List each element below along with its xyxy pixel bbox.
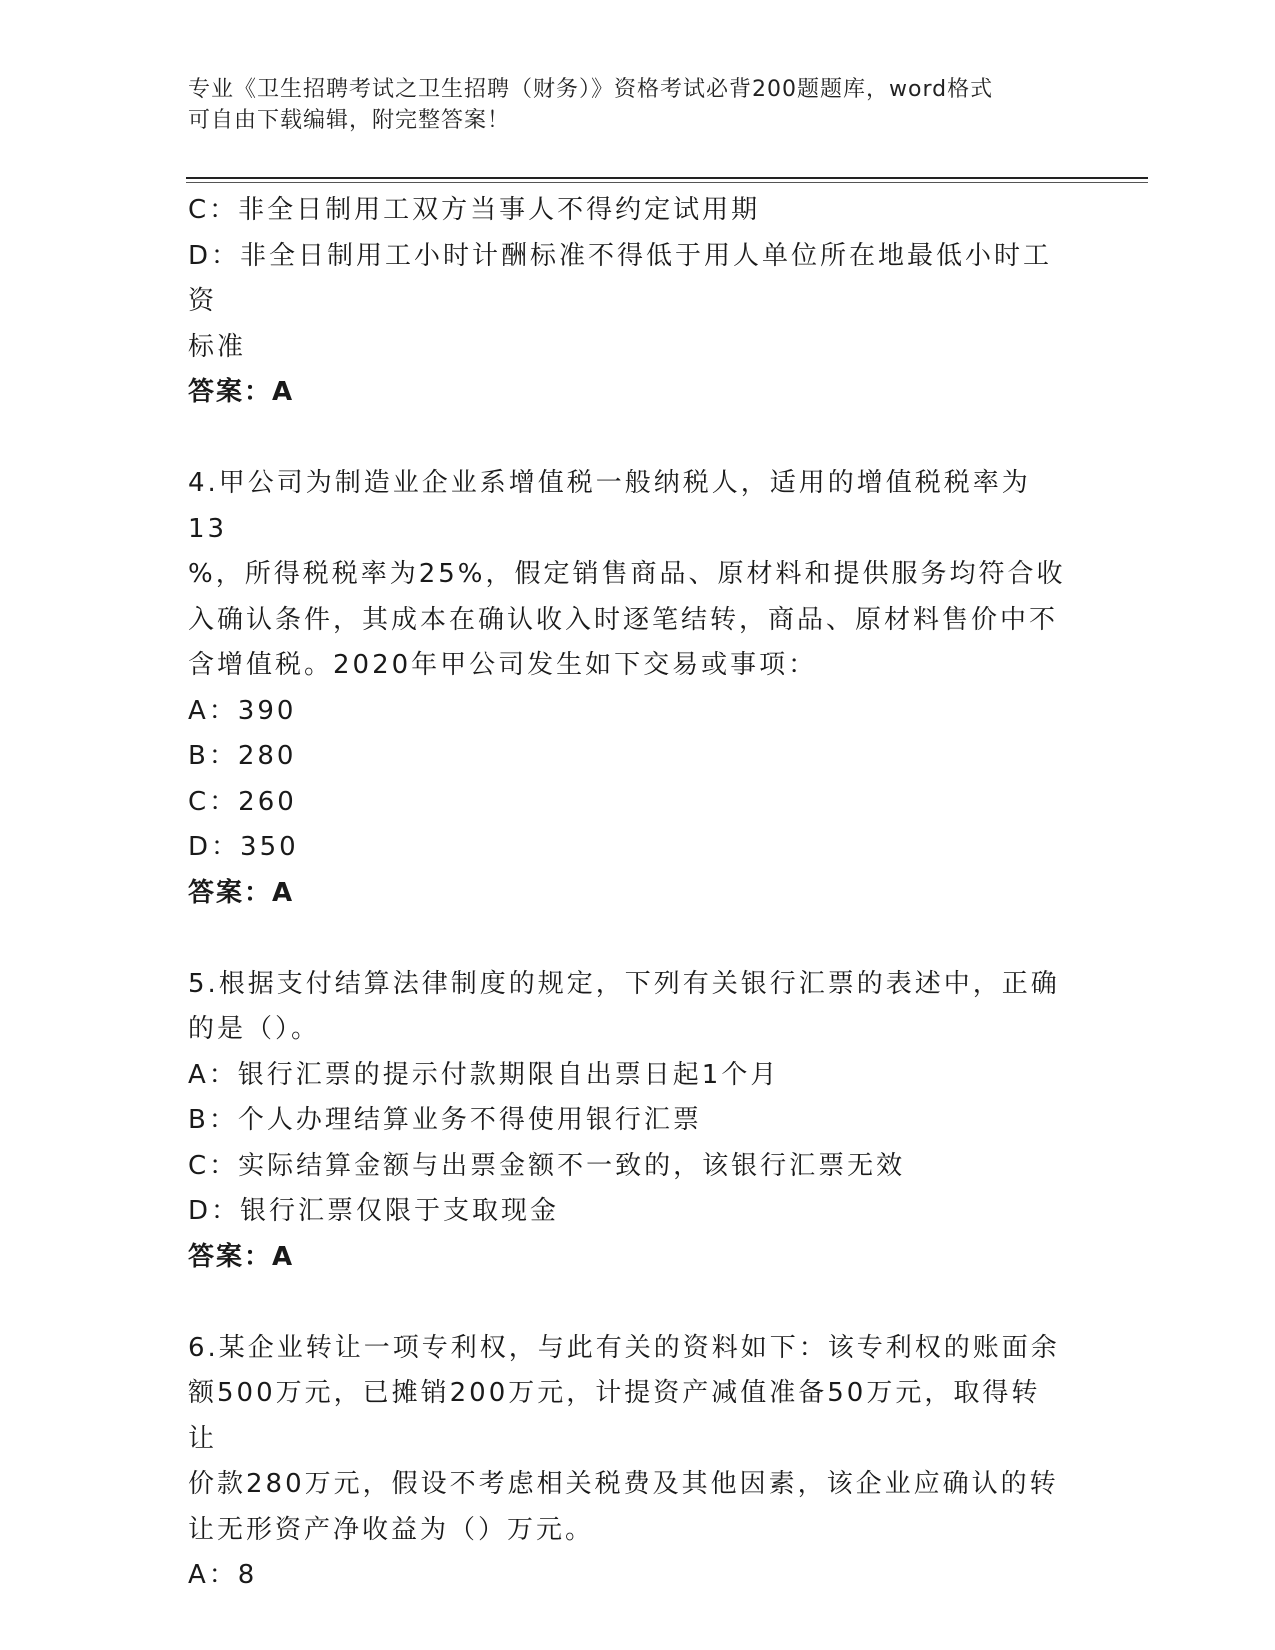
q5-option-c: C：实际结算金额与出票金额不一致的，该银行汇票无效: [188, 1150, 906, 1181]
q5-option-a: A：银行汇票的提示付款期限自出票日起1个月: [188, 1059, 780, 1090]
q4-stem-line-1: 4.甲公司为制造业企业系增值税一般纳税人，适用的增值税税率为13: [188, 468, 1031, 544]
q4-stem-line-4: 含增值税。2020年甲公司发生如下交易或事项：: [188, 650, 818, 680]
q5-option-b: B：个人办理结算业务不得使用银行汇票: [188, 1105, 702, 1135]
question-4: [188, 461, 1068, 916]
q4-option-d: D：350: [188, 832, 299, 862]
q4-option-a: A：390: [188, 695, 297, 726]
q4-option-b: B：280: [188, 741, 297, 771]
q4-answer: 答案：A: [188, 877, 295, 908]
document-header: [188, 74, 1088, 136]
q4-option-c: C：260: [188, 786, 297, 817]
header-divider-thin: [186, 182, 1148, 183]
q5-stem-line-2: 的是（）。: [188, 1014, 321, 1044]
q6-stem-line-1: 6.某企业转让一项专利权，与此有关的资料如下：该专利权的账面余: [188, 1332, 1060, 1363]
question-6: [188, 1326, 1068, 1599]
q6-option-a: A：8: [188, 1560, 258, 1590]
spacer: [188, 916, 1068, 962]
q5-answer: 答案：A: [188, 1241, 295, 1272]
q6-stem-line-3: 价款280万元，假设不考虑相关税费及其他因素，该企业应确认的转: [188, 1469, 1059, 1499]
spacer: [188, 1280, 1068, 1326]
question-3-tail: [188, 188, 1068, 416]
q3-option-d-line-2: 标准: [188, 331, 247, 362]
header-divider-thick: [186, 177, 1148, 179]
document-body: [188, 188, 1068, 1599]
header-title-line-1: 专业《卫生招聘考试之卫生招聘（财务）》资格考试必背200题题库，word格式: [188, 77, 994, 102]
q5-stem-line-1: 5.根据支付结算法律制度的规定，下列有关银行汇票的表述中，正确: [188, 968, 1060, 999]
spacer: [188, 416, 1068, 462]
question-5: [188, 962, 1068, 1281]
q6-stem-line-4: 让无形资产净收益为（）万元。: [188, 1514, 595, 1545]
q4-stem-line-2: %，所得税税率为25%，假定销售商品、原材料和提供服务均符合收: [188, 559, 1066, 589]
q3-answer: 答案：A: [188, 377, 295, 407]
q6-stem-line-2: 额500万元，已摊销200万元，计提资产减值准备50万元，取得转让: [188, 1378, 1041, 1454]
q4-stem-line-3: 入确认条件，其成本在确认收入时逐笔结转，商品、原材料售价中不: [188, 604, 1059, 635]
q5-option-d: D：银行汇票仅限于支取现金: [188, 1196, 560, 1226]
q3-option-d-line-1: D：非全日制用工小时计酬标准不得低于用人单位所在地最低小时工资: [188, 240, 1053, 316]
header-title-line-2: 可自由下载编辑，附完整答案！: [188, 108, 511, 133]
q3-option-c: C：非全日制用工双方当事人不得约定试用期: [188, 195, 761, 225]
